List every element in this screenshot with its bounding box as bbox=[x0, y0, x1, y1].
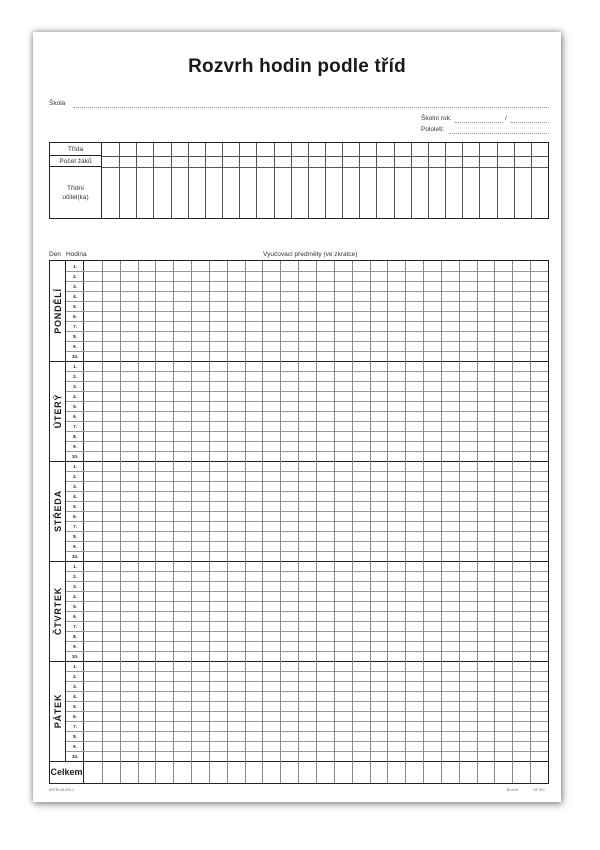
hour-number: 8. bbox=[73, 433, 77, 439]
class-table-vline bbox=[325, 143, 326, 218]
class-table-vline bbox=[445, 143, 446, 218]
subject-column-line bbox=[370, 261, 371, 783]
hour-number: 2. bbox=[73, 373, 77, 379]
hour-number: 1. bbox=[73, 463, 77, 469]
subject-column-line bbox=[423, 261, 424, 783]
hour-number: 3. bbox=[73, 283, 77, 289]
subject-column-line bbox=[530, 261, 531, 783]
subject-column-line bbox=[298, 261, 299, 783]
row-label-pocet-zaku: Počet žáků bbox=[50, 156, 101, 167]
hour-number: 4. bbox=[73, 493, 77, 499]
subject-column-line bbox=[441, 261, 442, 783]
hour-number: 2. bbox=[73, 473, 77, 479]
class-table-vline bbox=[188, 143, 189, 218]
header-subjects: Vyučovací předměty (ve zkratce) bbox=[263, 251, 358, 258]
class-table-vline bbox=[136, 143, 137, 218]
subject-column-line bbox=[477, 261, 478, 783]
school-year-field-end[interactable] bbox=[511, 122, 549, 123]
total-label: Celkem bbox=[50, 761, 84, 783]
hour-number: 2. bbox=[73, 673, 77, 679]
footer-code-left: ARTRI 44.931.2 bbox=[49, 788, 75, 792]
class-table-vline bbox=[256, 143, 257, 218]
subject-column-line bbox=[102, 261, 103, 783]
hour-number: 5. bbox=[73, 503, 77, 509]
subject-column-line bbox=[316, 261, 317, 783]
hour-number: 8. bbox=[73, 333, 77, 339]
hour-number: 1. bbox=[73, 363, 77, 369]
form-title: Rozvrh hodin podle tříd bbox=[188, 56, 406, 77]
subject-column-line bbox=[209, 261, 210, 783]
hour-number: 1. bbox=[73, 563, 77, 569]
day-label-cell bbox=[50, 461, 66, 561]
hour-number: 8. bbox=[73, 733, 77, 739]
subject-column-line bbox=[494, 261, 495, 783]
class-table-grid[interactable] bbox=[102, 143, 548, 218]
hour-number: 4. bbox=[73, 293, 77, 299]
hour-number: 2. bbox=[73, 273, 77, 279]
hour-number: 5. bbox=[73, 403, 77, 409]
day-label: PONDĚLÍ bbox=[52, 288, 63, 334]
class-table-vline bbox=[514, 143, 515, 218]
hour-number: 10. bbox=[71, 753, 79, 759]
class-table-vline bbox=[428, 143, 429, 218]
semester-label: Pololetí: bbox=[421, 126, 445, 133]
footer-code-right-a: Bl.u/16 bbox=[507, 788, 518, 792]
hour-number: 6. bbox=[73, 613, 77, 619]
hour-number: 3. bbox=[73, 683, 77, 689]
class-table-vline bbox=[462, 143, 463, 218]
hour-number: 9. bbox=[73, 743, 77, 749]
semester-field[interactable] bbox=[449, 133, 549, 134]
hour-number: 7. bbox=[73, 623, 77, 629]
hour-number: 1. bbox=[73, 663, 77, 669]
hour-number: 7. bbox=[73, 523, 77, 529]
row-label-tridni-ucitel: Třídní učitel(ka) bbox=[62, 185, 89, 201]
subject-column-line bbox=[120, 261, 121, 783]
subject-column-line bbox=[387, 261, 388, 783]
class-table-vline bbox=[171, 143, 172, 218]
school-year-slash: / bbox=[505, 115, 507, 122]
hour-number: 8. bbox=[73, 533, 77, 539]
class-table-vline bbox=[479, 143, 480, 218]
class-table-vline bbox=[239, 143, 240, 218]
class-table-label-column bbox=[50, 143, 102, 218]
subject-column-line bbox=[405, 261, 406, 783]
class-table-vline bbox=[497, 143, 498, 218]
hour-number: 7. bbox=[73, 723, 77, 729]
hour-number: 10. bbox=[71, 353, 79, 359]
hour-number: 6. bbox=[73, 513, 77, 519]
hour-number: 1. bbox=[73, 263, 77, 269]
class-table-vline bbox=[291, 143, 292, 218]
hour-number: 4. bbox=[73, 693, 77, 699]
hour-number: 5. bbox=[73, 603, 77, 609]
class-table-vline bbox=[394, 143, 395, 218]
subject-column-line bbox=[245, 261, 246, 783]
class-table-vline bbox=[153, 143, 154, 218]
class-table-vline bbox=[205, 143, 206, 218]
subject-column-line bbox=[334, 261, 335, 783]
hour-number: 5. bbox=[73, 703, 77, 709]
class-info-table bbox=[49, 142, 549, 219]
day-label: ČTVRTEK bbox=[52, 586, 63, 636]
hour-number: 10. bbox=[71, 553, 79, 559]
school-field[interactable] bbox=[73, 107, 549, 108]
hour-number: 8. bbox=[73, 633, 77, 639]
hour-number: 10. bbox=[71, 453, 79, 459]
header-den: Den bbox=[49, 251, 61, 258]
schedule-table bbox=[49, 260, 549, 784]
hour-number: 6. bbox=[73, 713, 77, 719]
subject-column-line bbox=[512, 261, 513, 783]
hour-number: 3. bbox=[73, 383, 77, 389]
row-label-trida: Třída bbox=[50, 143, 101, 156]
subject-column-line bbox=[262, 261, 263, 783]
day-label-cell bbox=[50, 661, 66, 761]
header-hodina: Hodina bbox=[66, 251, 87, 258]
subject-column-line bbox=[459, 261, 460, 783]
subject-column-line bbox=[227, 261, 228, 783]
class-table-vline bbox=[359, 143, 360, 218]
class-table-vline bbox=[308, 143, 309, 218]
subject-column-line bbox=[191, 261, 192, 783]
day-label: STŘEDA bbox=[52, 490, 63, 532]
hour-number: 4. bbox=[73, 393, 77, 399]
hour-number: 2. bbox=[73, 573, 77, 579]
hour-number: 9. bbox=[73, 343, 77, 349]
class-table-vline bbox=[411, 143, 412, 218]
hour-number: 6. bbox=[73, 413, 77, 419]
hour-number: 9. bbox=[73, 643, 77, 649]
day-label: PÁTEK bbox=[52, 693, 63, 729]
hour-number: 5. bbox=[73, 303, 77, 309]
subject-column-line bbox=[155, 261, 156, 783]
school-year-label: Školní rok: bbox=[421, 115, 452, 122]
hour-number: 10. bbox=[71, 653, 79, 659]
form-sheet bbox=[33, 32, 561, 802]
day-label: ÚTERÝ bbox=[52, 393, 63, 429]
hour-number: 3. bbox=[73, 483, 77, 489]
hour-number: 6. bbox=[73, 313, 77, 319]
subject-grid[interactable] bbox=[84, 261, 548, 783]
hour-number: 4. bbox=[73, 593, 77, 599]
hour-number: 3. bbox=[73, 583, 77, 589]
subject-column-line bbox=[352, 261, 353, 783]
hour-number: 7. bbox=[73, 323, 77, 329]
class-table-vline bbox=[274, 143, 275, 218]
footer-code-right-b: OF 012 bbox=[533, 788, 545, 792]
day-label-cell bbox=[50, 361, 66, 461]
class-table-vline bbox=[376, 143, 377, 218]
day-label-cell bbox=[50, 261, 66, 361]
class-table-vline bbox=[119, 143, 120, 218]
school-year-field-start[interactable] bbox=[455, 122, 503, 123]
class-table-vline bbox=[342, 143, 343, 218]
subject-column-line bbox=[173, 261, 174, 783]
subject-column-line bbox=[280, 261, 281, 783]
day-label-cell bbox=[50, 561, 66, 661]
hour-number: 9. bbox=[73, 543, 77, 549]
subject-column-line bbox=[138, 261, 139, 783]
hour-number: 7. bbox=[73, 423, 77, 429]
class-table-vline bbox=[531, 143, 532, 218]
class-table-vline bbox=[222, 143, 223, 218]
school-label: Škola bbox=[49, 100, 66, 107]
hour-number: 9. bbox=[73, 443, 77, 449]
